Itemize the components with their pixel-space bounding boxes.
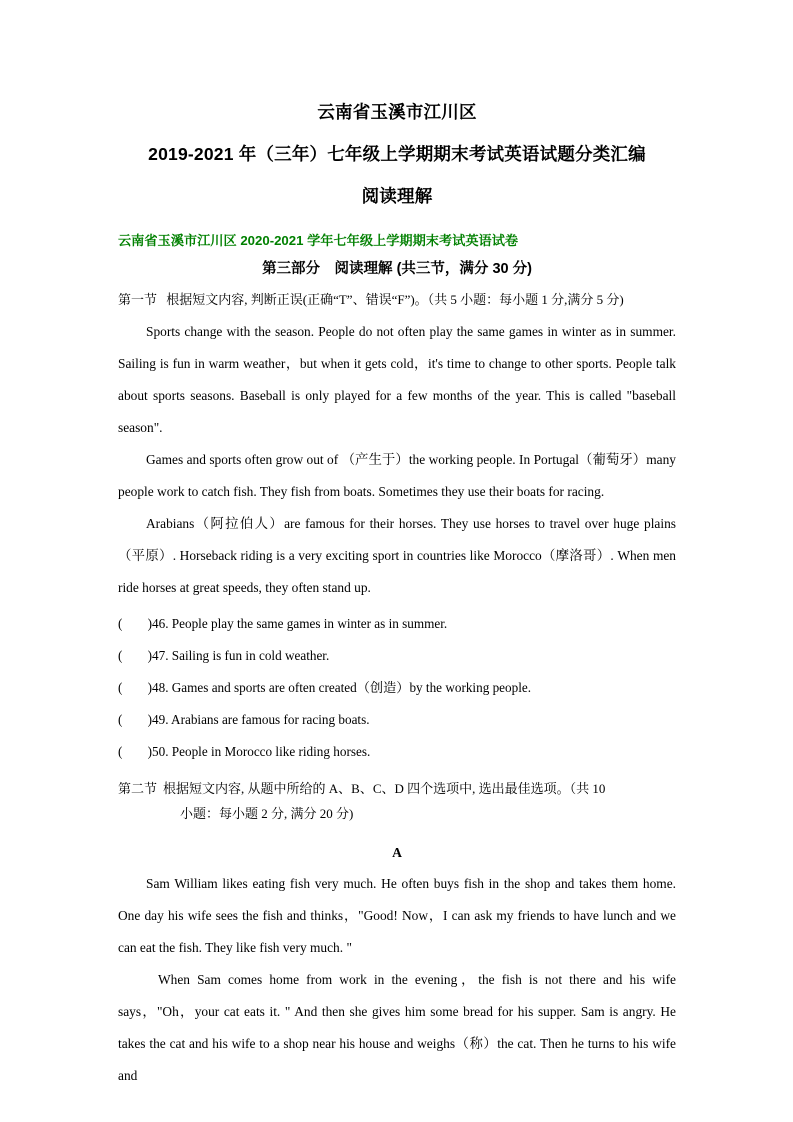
question-text: 47. Sailing is fun in cold weather. xyxy=(152,648,330,663)
left-paren: ( xyxy=(118,648,123,663)
list-item[interactable] xyxy=(118,736,676,768)
document-content xyxy=(118,0,676,1092)
answer-blank-parentheses[interactable] xyxy=(118,704,152,736)
section-two-text-line-1: 根据短文内容, 从题中所给的 A、B、C、D 四个选项中, 选出最佳选项。（共 10 xyxy=(163,781,606,796)
exam-source-subtitle: 云南省玉溪市江川区 2020-2021 学年七年级上学期期末考试英语试卷 xyxy=(118,233,519,248)
passage-a-paragraph-2: When Sam comes home from work in the evening，the fish is not there and his wife says，"Oh，your cat eats it. " And then she gives him some bread for his supper. Sam is angry. He takes the cat and his wife to a shop near his house and weighs（称）the cat. Then he turns to his wife and xyxy=(118,972,676,1083)
passage-a-heading: A xyxy=(392,845,402,860)
page-title-line-2: 2019-2021 年（三年）七年级上学期期末考试英语试题分类汇编 xyxy=(148,144,646,164)
section-one-directions xyxy=(118,287,676,312)
page-title-line-1: 云南省玉溪市江川区 xyxy=(317,102,477,122)
left-paren: ( xyxy=(118,712,123,727)
part-heading: 第三部分 阅读理解 (共三节，满分 30 分) xyxy=(262,261,532,277)
question-text: 50. People in Morocco like riding horses. xyxy=(152,744,371,759)
section-two-label: 第二节 xyxy=(118,781,158,796)
section-one-text: 根据短文内容, 判断正误(正确“T”、错误“F”)。（共 5 小题：每小题 1 分,满分 5 分) xyxy=(166,292,624,307)
true-false-question-list xyxy=(118,608,676,768)
right-paren: ) xyxy=(147,712,152,727)
question-text: 49. Arabians are famous for racing boats. xyxy=(152,712,370,727)
list-item[interactable] xyxy=(118,640,676,672)
right-paren: ) xyxy=(147,648,152,663)
right-paren: ) xyxy=(147,680,152,695)
list-item[interactable] xyxy=(118,608,676,640)
passage-one-paragraph-3: Arabians（阿拉伯人）are famous for their horses. They use horses to travel over huge plains（平原）. Horseback riding is a very exciting sport in countries like Morocco（摩洛哥）. When men ride horses at great speeds, they often stand up. xyxy=(118,516,676,595)
question-text: 46. People play the same games in winter as in summer. xyxy=(152,616,448,631)
answer-blank-parentheses[interactable] xyxy=(118,608,152,640)
left-paren: ( xyxy=(118,680,123,695)
answer-blank-parentheses[interactable] xyxy=(118,672,152,704)
answer-blank-parentheses[interactable] xyxy=(118,640,152,672)
page-title-line-3: 阅读理解 xyxy=(361,186,433,206)
list-item[interactable] xyxy=(118,672,676,704)
section-two-text-line-2: 小题：每小题 2 分, 满分 20 分) xyxy=(180,806,354,821)
list-item[interactable] xyxy=(118,704,676,736)
passage-a-paragraph-1: Sam William likes eating fish very much. He often buys fish in the shop and takes them home. One day his wife sees the fish and thinks，"Good! Now，I can ask my friends to have lunch and we can eat the fish. They like fish very much. " xyxy=(118,876,676,955)
passage-one-paragraph-2: Games and sports often grow out of （产生于）the working people. In Portugal（葡萄牙）many people work to catch fish. They fish from boats. Sometimes they use their boats for racing. xyxy=(118,452,676,499)
passage-one-paragraph-1: Sports change with the season. People do not often play the same games in winter as in summer. Sailing is fun in warm weather，but when it gets cold，it's time to change to other sports. People talk about sports seasons. Baseball is only played for a few months of the year. This is called "baseball season". xyxy=(118,324,676,435)
left-paren: ( xyxy=(118,616,123,631)
answer-blank-parentheses[interactable] xyxy=(118,736,152,768)
question-text: 48. Games and sports are often created（创造）by the working people. xyxy=(152,680,532,695)
right-paren: ) xyxy=(147,744,152,759)
section-two-directions xyxy=(118,776,676,826)
left-paren: ( xyxy=(118,744,123,759)
right-paren: ) xyxy=(147,616,152,631)
section-one-label: 第一节 xyxy=(118,292,158,307)
